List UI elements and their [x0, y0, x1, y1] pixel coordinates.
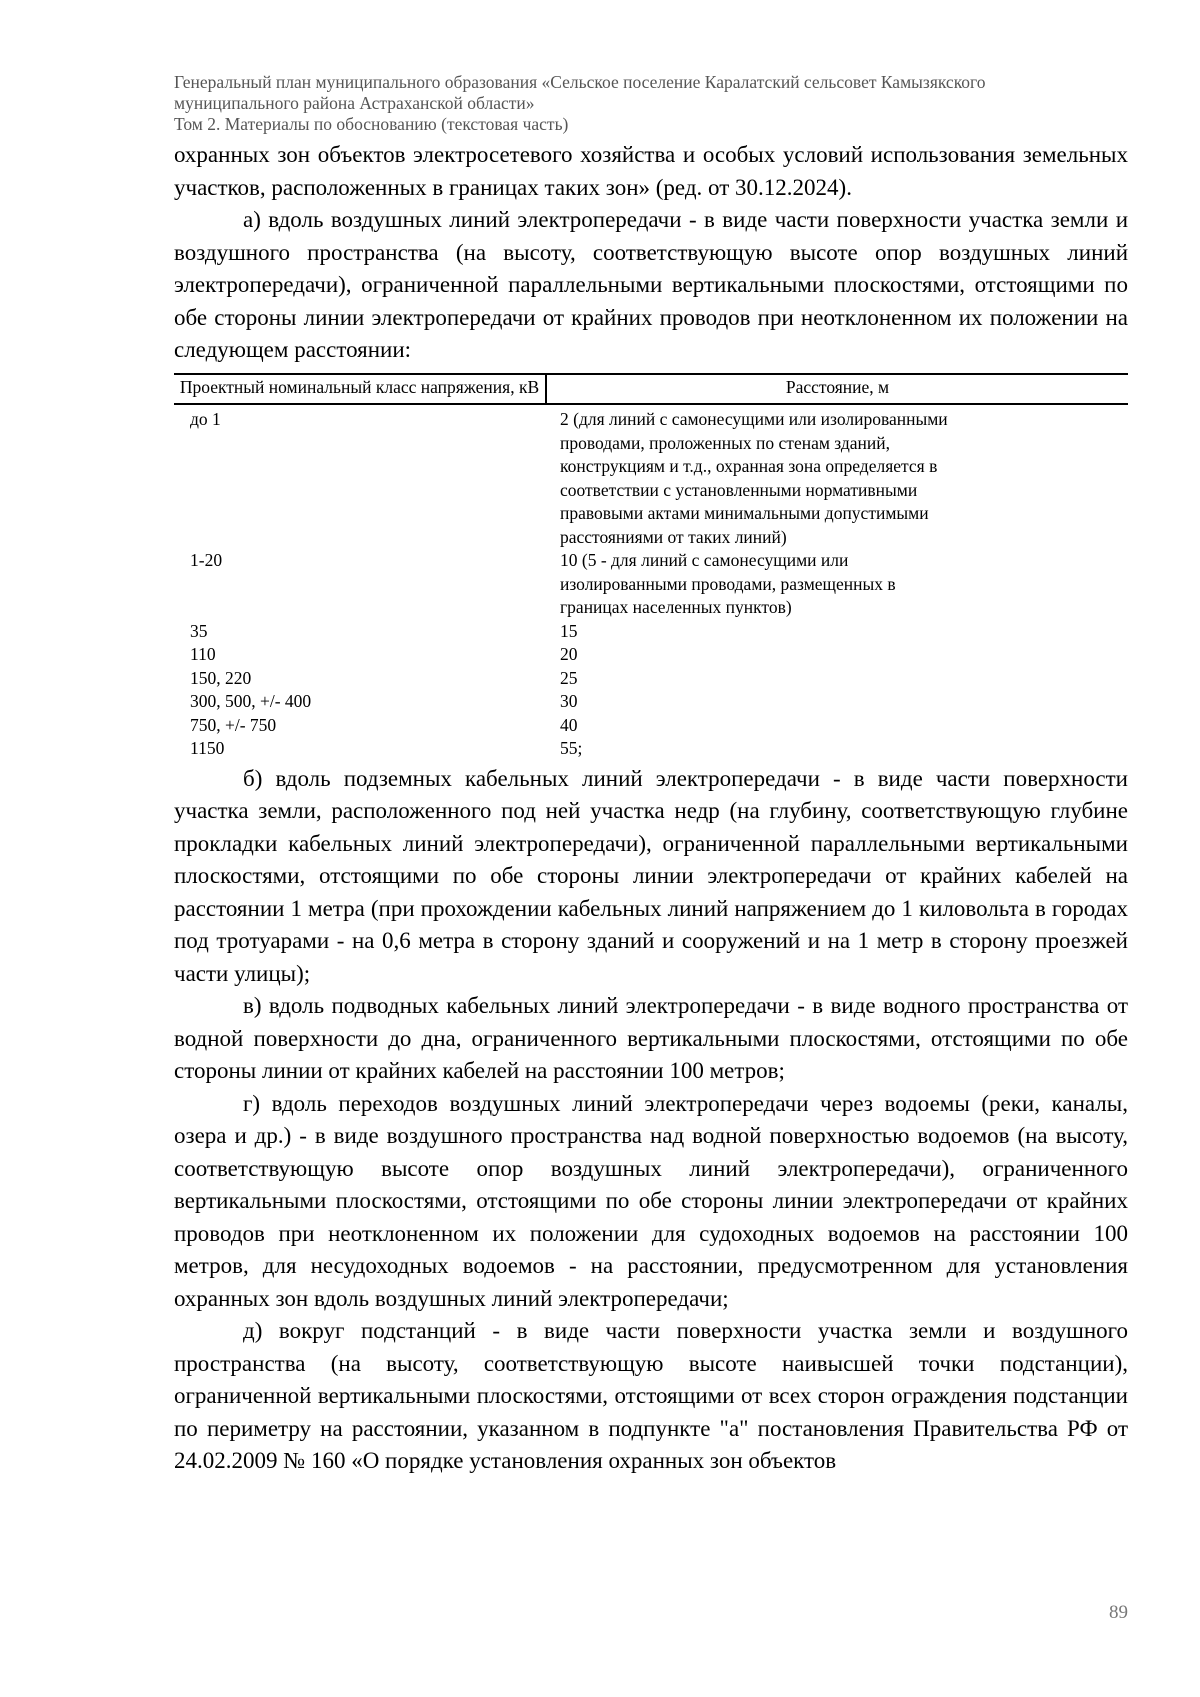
voltage-cell: 1150 — [190, 738, 225, 758]
column-header-voltage: Проектный номинальный класс напряжения, кВ — [174, 374, 546, 405]
distance-text: 15 — [560, 620, 578, 641]
header-line-3: Том 2. Материалы по обоснованию (текстовая часть) — [174, 114, 569, 134]
voltage-cell: 35 — [190, 620, 208, 641]
voltage-cell: 300, 500, +/- 400 — [190, 691, 312, 711]
document-body — [174, 139, 1128, 1478]
distance-cell — [546, 714, 1128, 738]
voltage-cell: 150, 220 — [190, 667, 252, 688]
voltage-cell: 750, +/- 750 — [190, 714, 277, 735]
voltage-cell: до 1 — [190, 409, 221, 429]
header-line-1: Генеральный план муниципального образования «Сельское поселение Каралатский сельсовет Камызякского — [174, 72, 986, 92]
header-line-2: муниципального района Астраханской области» — [174, 93, 535, 113]
paragraph-continuation: охранных зон объектов электросетевого хозяйства и особых условий использования земельных участков, расположенных в границах таких зон» (ред. от 30.12.2024). — [174, 142, 1128, 200]
table-row — [174, 690, 1128, 714]
distance-text: 10 (5 - для линий с самонесущими или изолированными проводами, размещенных в границах населенных пунктов) — [560, 550, 896, 617]
page-number: 89 — [1109, 1602, 1128, 1623]
column-header-distance: Расстояние, м — [546, 374, 1128, 405]
table-header-row — [174, 374, 1128, 405]
distance-cell — [546, 690, 1128, 714]
paragraph-a: а) вдоль воздушных линий электропередачи - в виде части поверхности участка земли и воздушного пространства (на высоту, соответствующую высоте опор воздушных линий электропередачи), ограниченной параллельными вертикальными плоскостями, отстоящими по обе стороны линии электропередачи от крайних проводов при неотклоненном их положении на следующем расстоянии: — [174, 207, 1128, 362]
table-row — [174, 737, 1128, 763]
distance-cell — [546, 549, 1128, 620]
distance-text: 20 — [560, 644, 578, 664]
distance-cell — [546, 737, 1128, 763]
table-row — [174, 667, 1128, 691]
table-row — [174, 643, 1128, 667]
distance-cell — [546, 620, 1128, 644]
table-row — [174, 620, 1128, 644]
distance-text: 25 — [560, 667, 578, 688]
table-row — [174, 549, 1128, 620]
distance-text: 55; — [560, 738, 583, 758]
running-header — [174, 72, 1134, 135]
table-row — [174, 404, 1128, 549]
distance-text: 40 — [560, 714, 578, 735]
distance-text: 2 (для линий с самонесущими или изолированными проводами, проложенных по стенам зданий, конструкциям и т.д., охранная зона определяется в соответствии с установленными нормативными правовыми актами минимальными допустимыми расстояниями от таких линий) — [560, 409, 948, 547]
voltage-cell: 1-20 — [190, 550, 223, 570]
paragraph-d: д) вокруг подстанций - в виде части поверхности участка земли и воздушного пространства (на высоту, соответствующую высоте наивысшей точки подстанции), ограниченной вертикальными плоскостями, отстоящими от всех сторон ограждения подстанции по периметру на расстоянии, указанном в подпункте "а" постановления Правительства РФ от 24.02.2009 № 160 «О порядке установления охранных зон объектов — [174, 1318, 1128, 1473]
distance-table — [174, 373, 1128, 763]
distance-cell — [546, 404, 1128, 549]
table-row — [174, 714, 1128, 738]
distance-text: 30 — [560, 691, 578, 711]
paragraph-v: в) вдоль подводных кабельных линий электропередачи - в виде водного пространства от водной поверхности до дна, ограниченного вертикальными плоскостями, отстоящими по обе стороны линии от крайних кабелей на расстоянии 100 метров; — [174, 993, 1128, 1083]
paragraph-g: г) вдоль переходов воздушных линий электропередачи через водоемы (реки, каналы, озера и др.) - в виде воздушного пространства над водной поверхностью водоемов (на высоту, соответствующую высоте опор воздушных линий электропередачи), ограниченного вертикальными плоскостями, отстоящими по обе стороны линии электропередачи от крайних проводов при неотклоненном их положении для судоходных водоемов на расстоянии 100 метров, для несудоходных водоемов - на расстоянии, предусмотренном для установления охранных зон вдоль воздушных линий электропередачи; — [174, 1090, 1128, 1311]
voltage-cell: 110 — [190, 644, 216, 664]
distance-cell — [546, 643, 1128, 667]
paragraph-b: б) вдоль подземных кабельных линий электропередачи - в виде части поверхности участка земли, расположенного под ней участка недр (на глубину, соответствующую глубине прокладки кабельных линий электропередачи), ограниченной параллельными вертикальными плоскостями, отстоящими по обе стороны линии электропередачи от крайних кабелей на расстоянии 1 метра (при прохождении кабельных линий напряжением до 1 киловольта в городах под тротуарами - на 0,6 метра в сторону зданий и сооружений и на 1 метр в сторону проезжей части улицы); — [174, 765, 1128, 986]
distance-cell — [546, 667, 1128, 691]
